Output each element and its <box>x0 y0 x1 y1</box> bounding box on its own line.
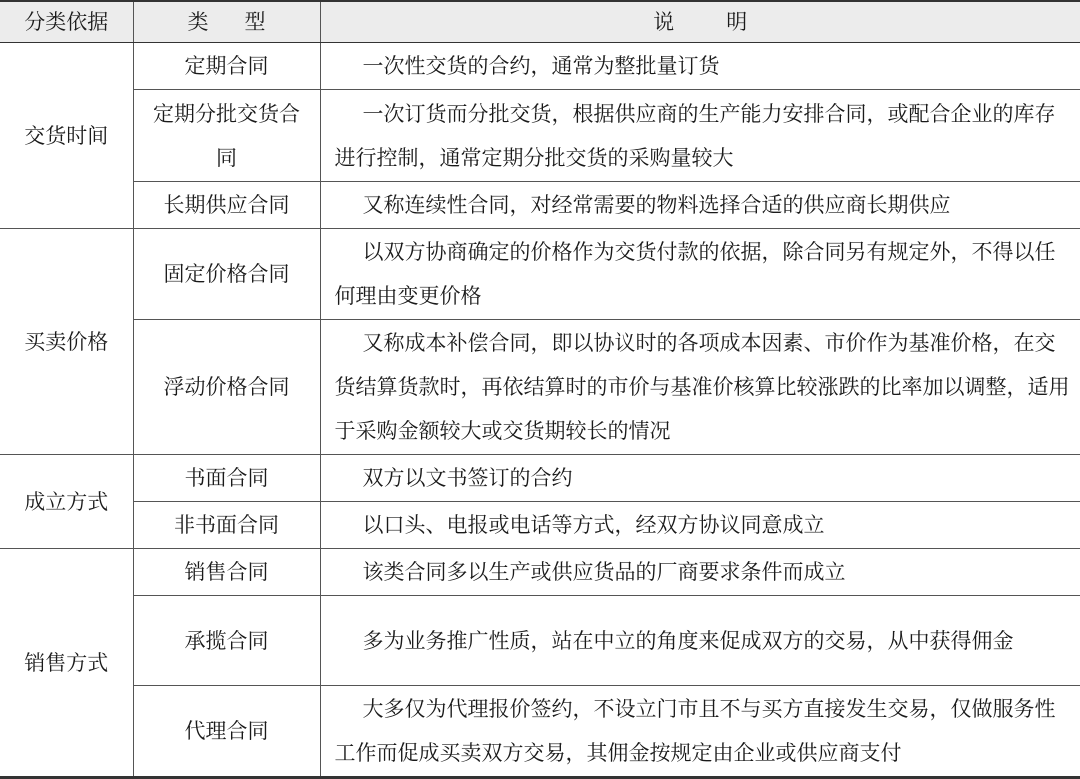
header-description: 说明 <box>320 1 1080 43</box>
type-cell: 非书面合同 <box>133 502 320 549</box>
type-cell: 承揽合同 <box>133 596 320 686</box>
type-cell: 长期供应合同 <box>133 182 320 229</box>
description-cell: 该类合同多以生产或供应货品的厂商要求条件而成立 <box>320 549 1080 596</box>
table-row <box>0 182 1080 229</box>
description-cell: 以口头、电报或电话等方式，经双方协议同意成立 <box>320 502 1080 549</box>
type-cell: 定期合同 <box>133 43 320 90</box>
table-row <box>0 90 1080 182</box>
table-row <box>0 686 1080 778</box>
description-cell: 多为业务推广性质，站在中立的角度来促成双方的交易，从中获得佣金 <box>320 596 1080 686</box>
type-cell: 书面合同 <box>133 455 320 502</box>
table-row <box>0 320 1080 455</box>
type-cell: 销售合同 <box>133 549 320 596</box>
table-row <box>0 43 1080 90</box>
description-cell: 大多仅为代理报价签约，不设立门市且不与买方直接发生交易，仅做服务性工作而促成买卖双方交易，其佣金按规定由企业或供应商支付 <box>320 686 1080 778</box>
type-cell: 固定价格合同 <box>133 229 320 320</box>
type-cell: 定期分批交货合同 <box>133 90 320 182</box>
description-cell: 又称连续性合同，对经常需要的物料选择合适的供应商长期供应 <box>320 182 1080 229</box>
category-cell: 成立方式 <box>0 455 133 549</box>
category-cell: 销售方式 <box>0 549 133 778</box>
category-cell: 交货时间 <box>0 43 133 229</box>
table-row <box>0 455 1080 502</box>
category-cell: 买卖价格 <box>0 229 133 455</box>
header-category: 分类依据 <box>0 1 133 43</box>
description-cell: 一次订货而分批交货，根据供应商的生产能力安排合同，或配合企业的库存进行控制，通常定期分批交货的采购量较大 <box>320 90 1080 182</box>
table-row <box>0 549 1080 596</box>
table-row <box>0 596 1080 686</box>
table-row <box>0 229 1080 320</box>
table-row <box>0 502 1080 549</box>
description-cell: 双方以文书签订的合约 <box>320 455 1080 502</box>
header-type: 类型 <box>133 1 320 43</box>
type-cell: 代理合同 <box>133 686 320 778</box>
description-cell: 一次性交货的合约，通常为整批量订货 <box>320 43 1080 90</box>
type-cell: 浮动价格合同 <box>133 320 320 455</box>
description-cell: 以双方协商确定的价格作为交货付款的依据，除合同另有规定外，不得以任何理由变更价格 <box>320 229 1080 320</box>
description-cell: 又称成本补偿合同，即以协议时的各项成本因素、市价作为基准价格，在交货结算货款时，再依结算时的市价与基准价核算比较涨跌的比率加以调整，适用于采购金额较大或交货期较长的情况 <box>320 320 1080 455</box>
header-row <box>0 1 1080 43</box>
